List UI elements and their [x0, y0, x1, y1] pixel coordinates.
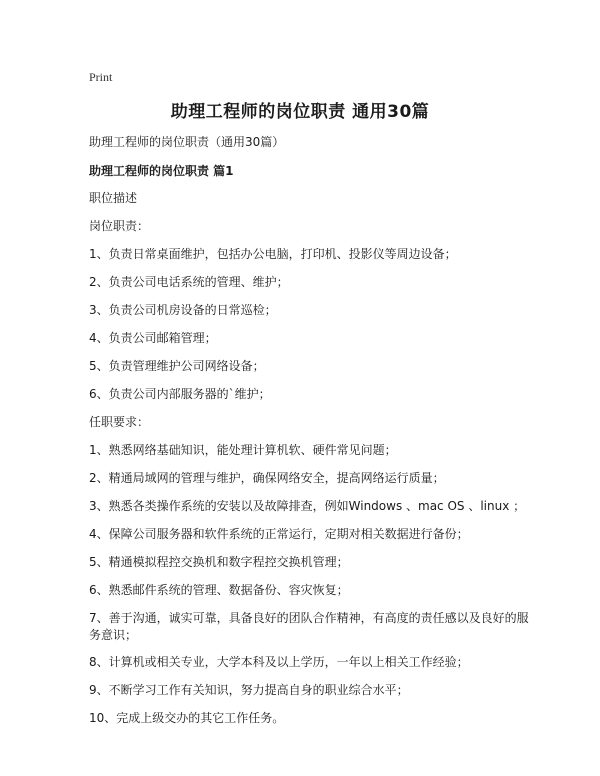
- list-item: 1、熟悉网络基础知识，能处理计算机软、硬件常见问题；: [89, 443, 397, 457]
- list-item: 1、负责日常桌面维护，包括办公电脑，打印机、投影仪等周边设备；: [89, 247, 457, 261]
- section-heading: 助理工程师的岗位职责 篇1: [89, 164, 234, 178]
- list-item: 2、精通局域网的管理与维护，确保网络安全，提高网络运行质量；: [89, 471, 445, 485]
- list-item: 2、负责公司电话系统的管理、维护；: [89, 275, 289, 289]
- body-line: 岗位职责：: [89, 219, 150, 233]
- list-item: 6、负责公司内部服务器的`维护；: [89, 387, 271, 401]
- print-label: Print: [89, 70, 113, 84]
- list-item: 10、完成上级交办的其它工作任务。: [89, 711, 285, 725]
- document-body: [89, 190, 529, 738]
- list-item: 7、善于沟通，诚实可靠，具备良好的团队合作精神，有高度的责任感以及良好的服务意识；: [89, 611, 529, 642]
- document-subtitle: 助理工程师的岗位职责（通用30篇）: [89, 135, 285, 149]
- list-item: 3、负责公司机房设备的日常巡检；: [89, 303, 277, 317]
- list-item: 8、计算机或相关专业，大学本科及以上学历，一年以上相关工作经验；: [89, 655, 469, 669]
- list-item: 6、熟悉邮件系统的管理、数据备份、容灾恢复；: [89, 583, 349, 597]
- page-title: 助理工程师的岗位职责 通用30篇: [170, 102, 430, 122]
- list-item: 4、负责公司邮箱管理；: [89, 331, 217, 345]
- list-item: 3、熟悉各类操作系统的安装以及故障排查，例如Windows 、mac OS 、linux ；: [89, 499, 526, 513]
- list-item: 9、不断学习工作有关知识，努力提高自身的职业综合水平；: [89, 683, 409, 697]
- list-item: 5、精通模拟程控交换机和数字程控交换机管理；: [89, 555, 349, 569]
- list-item: 5、负责管理维护公司网络设备；: [89, 359, 265, 373]
- list-item: 4、保障公司服务器和软件系统的正常运行，定期对相关数据进行备份；: [89, 527, 469, 541]
- body-line: 任职要求：: [89, 415, 150, 429]
- body-line: 职位描述: [89, 191, 138, 205]
